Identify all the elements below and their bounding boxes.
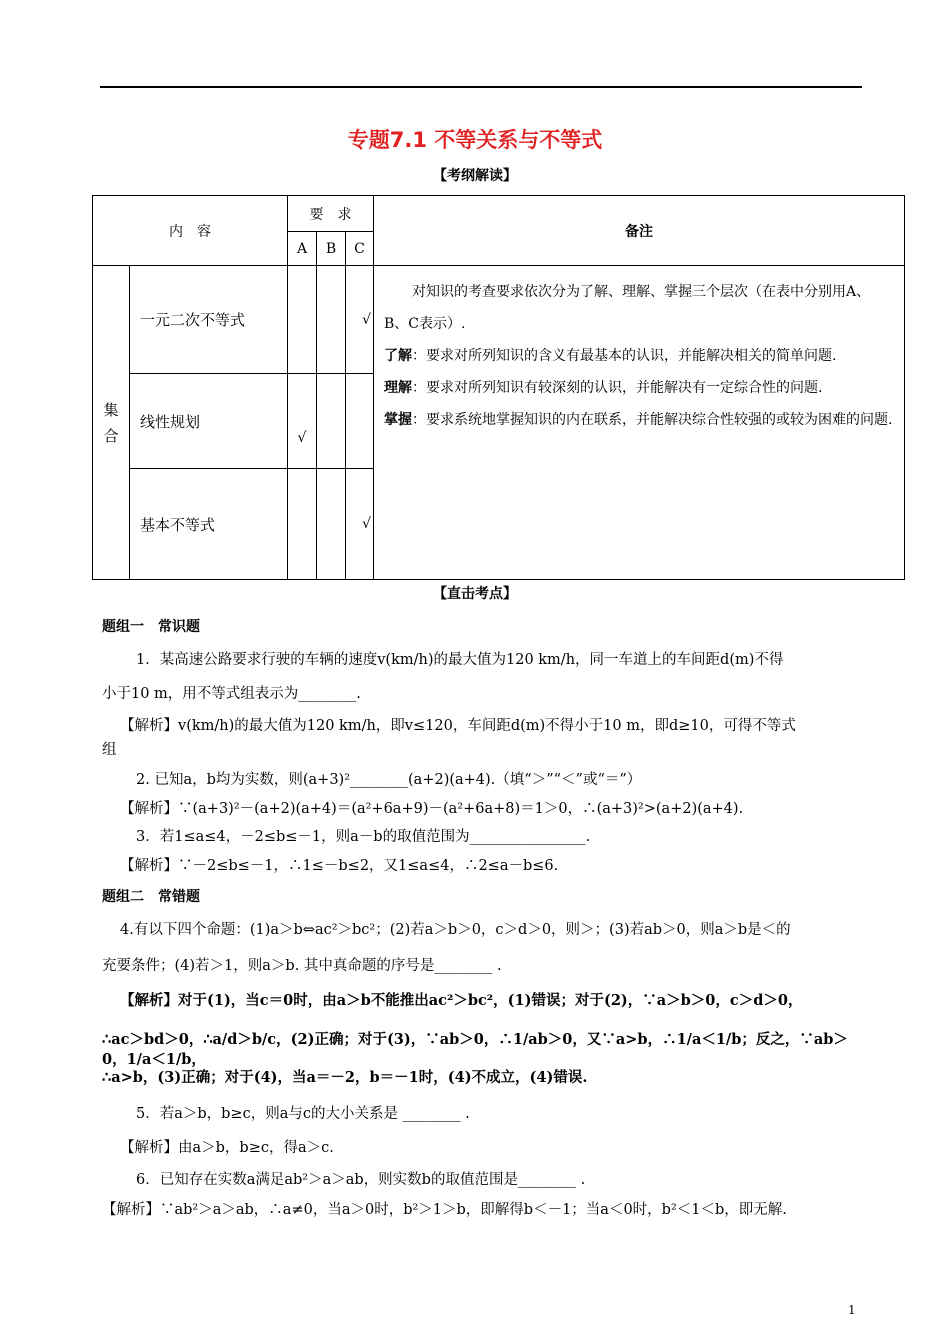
header-requirement: 要 求 bbox=[288, 196, 374, 232]
question-line: 6．已知存在实数a满足ab²＞a＞ab，则实数b的取值范围是________ . bbox=[136, 1172, 586, 1188]
row-name: 基本不等式 bbox=[130, 469, 288, 580]
section-heading-outline: 【考纲解读】 bbox=[433, 168, 517, 184]
row-name: 线性规划 bbox=[130, 374, 288, 469]
answer-line: 【解析】v(km/h)的最大值为120 km/h，即v≤120，车间距d(m)不得小于10 m，即d≥10，可得不等式 bbox=[120, 718, 796, 734]
answer-line: ∴a>b，(3)正确；对于(4)，当a＝－2，b＝－1时，(4)不成立，(4)错误. bbox=[102, 1069, 588, 1086]
question-line: 小于10 m，用不等式组表示为________. bbox=[102, 686, 361, 702]
group-cell: 集合 bbox=[93, 266, 130, 580]
question-line: 充要条件；(4)若＞1，则a＞b. 其中真命题的序号是________ . bbox=[102, 958, 502, 974]
question-line: 2. 已知a，b均为实数，则(a+3)²________(a+2)(a+4).（填“＞”“＜”或“＝”） bbox=[136, 772, 642, 788]
section-heading-points: 【直击考点】 bbox=[433, 586, 517, 602]
header-b: B bbox=[317, 232, 346, 266]
page-number: 1 bbox=[848, 1303, 856, 1317]
question-line: 1．某高速公路要求行驶的车辆的速度v(km/h)的最大值为120 km/h，同一车道上的车间距d(m)不得 bbox=[136, 652, 784, 668]
note-label: 了解 bbox=[384, 348, 413, 364]
answer-line: 【解析】∵ab²＞a＞ab，∴a≠0，当a＞0时，b²＞1＞b，即解得b＜－1；当a＜0时，b²＜1＜b，即无解. bbox=[102, 1202, 787, 1218]
row-name: 一元二次不等式 bbox=[130, 266, 288, 374]
check-mark: √ bbox=[288, 374, 317, 469]
answer-line: 组 bbox=[102, 742, 117, 758]
note-text: ：要求系统地掌握知识的内在联系，并能解决综合性较强的或较为困难的问题. bbox=[412, 412, 893, 428]
header-a: A bbox=[288, 232, 317, 266]
answer-line: 【解析】由a＞b，b≥c，得a＞c. bbox=[120, 1140, 334, 1156]
question-line: 3．若1≤a≤4，－2≤b≤－1，则a－b的取值范围为________________. bbox=[136, 829, 591, 845]
note-label: 掌握 bbox=[384, 412, 413, 428]
note-cell bbox=[374, 266, 905, 580]
header-note: 备注 bbox=[374, 196, 905, 266]
header-rule bbox=[100, 86, 862, 88]
note-text: ：要求对所列知识的含义有最基本的认识，并能解决相关的简单问题. bbox=[412, 348, 837, 364]
note-label: 理解 bbox=[384, 380, 413, 396]
note-intro: 对知识的考查要求依次分为了解、理解、掌握三个层次（在表中分别用A、B、C表示）. bbox=[384, 284, 871, 332]
question-line: 5．若a＞b，b≥c，则a与c的大小关系是 ________ . bbox=[136, 1106, 470, 1122]
check-mark: √ bbox=[346, 469, 374, 580]
group-heading: 题组二 常错题 bbox=[102, 889, 200, 905]
check-mark: √ bbox=[346, 266, 374, 374]
group-heading: 题组一 常识题 bbox=[102, 619, 200, 635]
answer-line: 【解析】∵(a+3)²－(a+2)(a+4)＝(a²+6a+9)－(a²+6a+8)＝1＞0，∴(a+3)²>(a+2)(a+4). bbox=[120, 801, 744, 817]
answer-line: 【解析】∵－2≤b≤－1，∴1≤－b≤2，又1≤a≤4，∴2≤a－b≤6. bbox=[120, 858, 559, 874]
header-c: C bbox=[346, 232, 374, 266]
page-title: 专题7.1 不等关系与不等式 bbox=[347, 128, 603, 152]
answer-line: ∴ac＞bd＞0，∴a/d＞b/c，(2)正确；对于(3)，∵ab＞0，∴1/ab＞0，又∵a>b，∴1/a＜1/b；反之，∵ab＞0，1/a＜1/b， bbox=[102, 1031, 848, 1068]
note-text: ：要求对所列知识有较深刻的认识，并能解决有一定综合性的问题. bbox=[412, 380, 823, 396]
answer-line: 【解析】对于(1)，当c＝0时，由a＞b不能推出ac²＞bc²，(1)错误；对于(2)，∵a＞b＞0，c＞d＞0， bbox=[120, 992, 803, 1009]
question-line: 4.有以下四个命题：(1)a＞b⇔ac²＞bc²；(2)若a＞b＞0，c＞d＞0，则＞；(3)若ab＞0，则a＞b是＜的 bbox=[120, 922, 791, 938]
requirements-table bbox=[92, 195, 905, 580]
header-content: 内 容 bbox=[93, 196, 288, 266]
